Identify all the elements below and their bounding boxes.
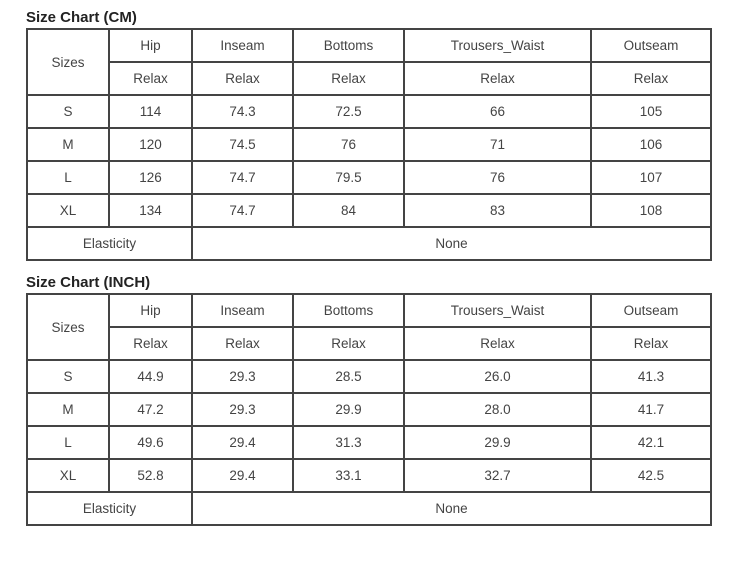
fit-cell: Relax [404,327,591,360]
size-label: M [27,393,109,426]
size-chart-inch-table [26,293,712,526]
column-header-outseam: Outseam [591,294,711,327]
header-row [27,29,711,62]
elasticity-row [27,227,711,260]
table-cell: 74.5 [192,128,293,161]
table-cell: 120 [109,128,192,161]
table-cell: 107 [591,161,711,194]
fit-row [27,62,711,95]
size-label: S [27,360,109,393]
table-cell: 26.0 [404,360,591,393]
table-cell: 114 [109,95,192,128]
table-cell: 31.3 [293,426,404,459]
table-cell: 72.5 [293,95,404,128]
table-cell: 76 [293,128,404,161]
table-cell: 47.2 [109,393,192,426]
table-cell: 29.4 [192,459,293,492]
table-cell: 32.7 [404,459,591,492]
sizes-header: Sizes [27,29,109,95]
table-cell: 79.5 [293,161,404,194]
elasticity-label: Elasticity [27,492,192,525]
column-header-trousers-waist: Trousers_Waist [404,294,591,327]
table-row [27,95,711,128]
table-cell: 44.9 [109,360,192,393]
fit-cell: Relax [591,327,711,360]
table-row [27,426,711,459]
fit-cell: Relax [591,62,711,95]
table-cell: 42.5 [591,459,711,492]
size-chart-cm-table [26,28,712,261]
table-row [27,393,711,426]
header-row [27,294,711,327]
size-label: L [27,161,109,194]
fit-cell: Relax [192,327,293,360]
table-cell: 84 [293,194,404,227]
table-cell: 74.7 [192,161,293,194]
table-cell: 106 [591,128,711,161]
table-cell: 74.7 [192,194,293,227]
column-header-bottoms: Bottoms [293,29,404,62]
table-cell: 76 [404,161,591,194]
sizes-header: Sizes [27,294,109,360]
size-label: L [27,426,109,459]
table-cell: 28.5 [293,360,404,393]
column-header-hip: Hip [109,29,192,62]
table-cell: 41.3 [591,360,711,393]
size-label: S [27,95,109,128]
elasticity-value: None [192,492,711,525]
column-header-hip: Hip [109,294,192,327]
fit-cell: Relax [293,327,404,360]
table-cell: 74.3 [192,95,293,128]
table-cell: 108 [591,194,711,227]
table-row [27,360,711,393]
elasticity-row [27,492,711,525]
table-cell: 83 [404,194,591,227]
table-cell: 29.4 [192,426,293,459]
table-row [27,128,711,161]
size-chart-inch-title: Size Chart (INCH) [26,274,151,291]
fit-cell: Relax [192,62,293,95]
table-cell: 71 [404,128,591,161]
column-header-inseam: Inseam [192,294,293,327]
size-label: M [27,128,109,161]
table-row [27,161,711,194]
size-chart-cm-title: Size Chart (CM) [26,9,137,26]
column-header-outseam: Outseam [591,29,711,62]
table-cell: 105 [591,95,711,128]
table-row [27,459,711,492]
table-cell: 33.1 [293,459,404,492]
elasticity-label: Elasticity [27,227,192,260]
elasticity-value: None [192,227,711,260]
column-header-inseam: Inseam [192,29,293,62]
column-header-bottoms: Bottoms [293,294,404,327]
table-cell: 126 [109,161,192,194]
table-cell: 66 [404,95,591,128]
table-cell: 29.3 [192,393,293,426]
table-cell: 29.3 [192,360,293,393]
table-cell: 52.8 [109,459,192,492]
table-cell: 29.9 [293,393,404,426]
table-cell: 29.9 [404,426,591,459]
table-cell: 41.7 [591,393,711,426]
fit-row [27,327,711,360]
table-cell: 42.1 [591,426,711,459]
fit-cell: Relax [109,327,192,360]
table-cell: 28.0 [404,393,591,426]
table-cell: 134 [109,194,192,227]
table-row [27,194,711,227]
column-header-trousers-waist: Trousers_Waist [404,29,591,62]
size-label: XL [27,459,109,492]
fit-cell: Relax [293,62,404,95]
table-cell: 49.6 [109,426,192,459]
fit-cell: Relax [404,62,591,95]
fit-cell: Relax [109,62,192,95]
size-label: XL [27,194,109,227]
